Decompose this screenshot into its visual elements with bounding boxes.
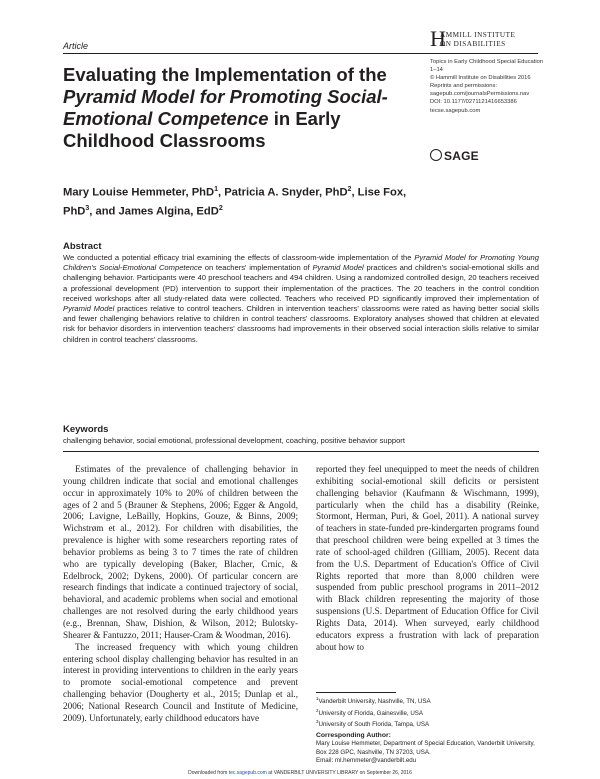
body-paragraph: reported they feel unequipped to meet the needs of children exhibiting social-emotional skill deficits or persistent challenging behavior (Kaufmann & Wischmann, 1999), particularly when the child has a disability (Reinke, Stormont, Herman, Puri, & Goel, 2011). A national survey of teachers in state-funded pre-kindergarten programs found that preschool children were being expelled at 3 times the rate of school-aged children (Gilliam, 2005). Recent data from the U.S. Department of Education's Office of Civil Rights reported that more than 8,000 children were suspended from public preschool programs in 2011–2012 with Black children representing the majority of those suspensions (U.S. Department of Education Office for Civil Rights Data, 2014). When surveyed, early childhood educators express a frustration with lack of preparation about how to — [316, 464, 539, 652]
reprints-label: Reprints and permissions: — [430, 83, 498, 90]
affiliation-2 — [316, 707, 539, 719]
logo-mark: H — [430, 26, 446, 51]
body-column-right — [316, 464, 539, 654]
footnote-rule — [316, 692, 396, 693]
page-range: 1–14 — [430, 67, 443, 74]
author-2: , Patricia A. Snyder, PhD — [218, 186, 348, 199]
affiliation-3-number: 3 — [316, 719, 319, 725]
download-notice — [0, 770, 600, 776]
download-suffix: at VANDERBILT UNIVERSITY LIBRARY on September 26, 2016 — [266, 770, 412, 776]
publisher-logo — [430, 26, 550, 51]
abstract-italic: Pyramid Model for Promoting Young Children's Social-Emotional Competence — [63, 253, 539, 273]
author-1-affiliation: 1 — [214, 186, 218, 193]
article-title — [63, 64, 403, 152]
abstract-italic: Pyramid Model — [312, 263, 364, 273]
author-1: Mary Louise Hemmeter, PhD — [63, 186, 215, 199]
abstract-segment: practices relative to control teachers. Children in intervention teachers' classrooms were rated as having better social skills and fewer challenging behaviors relative to children in control teachers' classrooms. Exploratory analyses showed that children at elevated risk for behavior disorders in intervention teachers' classrooms had improvements in their observed social interaction skills relative to similar children in control teachers' classrooms. — [63, 304, 539, 344]
sage-mark-icon — [430, 149, 442, 161]
copyright: © Hammill Institute on Disabilities 2016 — [430, 75, 531, 82]
sage-wordmark: SAGE — [444, 149, 479, 163]
title-part-2: in Early Childhood Classrooms — [63, 108, 341, 151]
logo-line-1: AMMILL INSTITUTE — [440, 31, 516, 39]
journal-site-link[interactable]: tecse.sagepub.com — [430, 107, 481, 114]
keywords-text: challenging behavior, social emotional, professional development, coaching, positive behavior support — [63, 436, 405, 445]
body-paragraph: The increased frequency with which young children entering school display challenging behavior has resulted in an interest in providing interventions to children in the early years to promote social-emotional competence and prevent challenging behavior (Dougherty et al., 2015; Dunlap et al., 2006; National Research Council and Institute of Medicine, 2009). Unfortunately, early childhood educators have — [63, 641, 298, 723]
author-4-affiliation: 2 — [218, 204, 223, 212]
corresponding-author-heading: Corresponding Author: — [316, 731, 391, 739]
affiliation-1-text: Vanderbilt University, Nashville, TN, USA — [318, 698, 431, 706]
download-prefix: Downloaded from — [188, 770, 229, 776]
affiliation-3 — [316, 718, 539, 730]
title-italic: Pyramid Model for Promoting Social-Emotional Competence — [63, 86, 388, 129]
abstract-heading: Abstract — [63, 241, 102, 252]
affiliation-2-text: University of Florida, Gainesville, USA — [318, 709, 424, 717]
footnotes — [316, 695, 539, 766]
keywords-heading: Keywords — [63, 424, 109, 435]
corresponding-author-address: Mary Louise Hemmeter, Department of Special Education, Vanderbilt University, Box 228 GPC, Nashville, TN 37203, USA. — [316, 740, 535, 756]
abstract-text — [63, 253, 539, 345]
journal-name: Topics in Early Childhood Special Education — [430, 59, 544, 65]
download-link[interactable]: tec.sagepub.com — [228, 770, 267, 776]
affiliation-3-text: University of South Florida, Tampa, USA — [318, 721, 430, 729]
section-divider — [63, 451, 539, 452]
body-column-left — [63, 464, 298, 725]
abstract-italic: Pyramid Model — [63, 304, 115, 314]
body-paragraph: Estimates of the prevalence of challenging behavior in young children indicate that social and emotional challenges occur in approximately 10% to 20% of children between the ages of 2 and 5 (Brauner & Stephens, 2006; Egger & Angold, 2006; Lavigne, LeBailly, Hopkins, Gouze, & Binns, 2009; Wichstrøm et al., 2012). For children with disabilities, the prevalence is higher with some researchers reporting rates of behavior problems as being 3 to 7 times the rate of children who are typically developing (Baker, Blacher, Crnic, & Edelbrock, 2002; Dykens, 2000). Of particular concern are research findings that indicate a continued trajectory of social, behavioral, and academic problems when social and emotional challenges are not resolved during the early childhood years (e.g., Brennan, Shaw, Dishion, & Wilson, 2012; Bulotsky-Shearer & Fantuzzo, 2011; Hauser-Cram & Woodman, 2016). — [63, 464, 298, 640]
author-list — [63, 182, 423, 219]
title-part-1: Evaluating the Implementation of the — [63, 64, 387, 85]
sage-logo — [430, 149, 479, 163]
journal-meta — [430, 58, 580, 115]
abstract-segment: on teachers' implementation of — [202, 263, 313, 273]
author-2-affiliation: 2 — [347, 186, 352, 193]
corresponding-author-email[interactable]: Email: ml.hemmeter@vanderbilt.edu — [316, 757, 417, 765]
affiliation-1-number: 1 — [316, 696, 319, 701]
affiliation-2-number: 2 — [316, 707, 319, 713]
logo-line-2: ON DISABILITIES — [440, 40, 506, 48]
doi[interactable]: DOI: 10.1177/0271121416653386 — [430, 99, 517, 106]
affiliation-1 — [316, 695, 539, 707]
author-4: , and James Algina, EdD — [89, 205, 219, 218]
abstract-segment: We conducted a potential efficacy trial examining the effects of classroom-wide implementation of the — [63, 253, 415, 262]
article-label: Article — [63, 41, 89, 51]
reprints-link[interactable]: sagepub.com/journalsPermissions.nav — [430, 91, 530, 98]
author-3: , Lise Fox, PhD — [63, 186, 407, 218]
author-3-affiliation: 3 — [85, 204, 90, 212]
abstract-segment: practices and children's social-emotional skills and challenging behavior. Participants were 40 preschool teachers and 494 children. Using a randomized controlled design, 20 teachers received a professional development (PD) intervention to support their implementation of the practices. The 20 teachers in the control condition received workshops after all study-related data were collected. Teachers who received PD significantly improved their implementation of — [63, 263, 539, 303]
header-rule — [63, 53, 538, 54]
